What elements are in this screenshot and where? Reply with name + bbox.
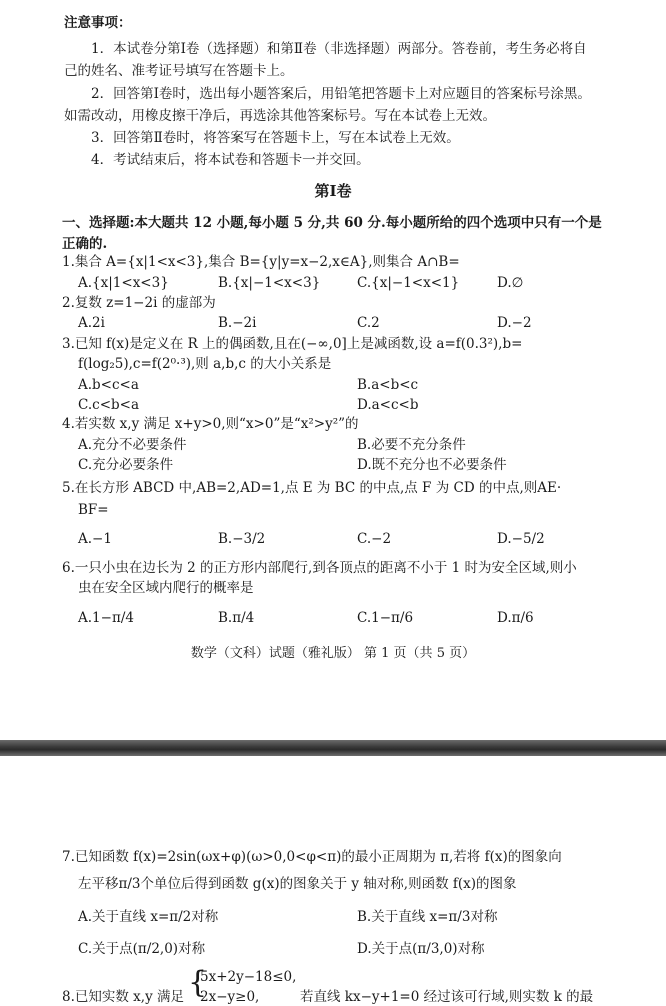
option-d: D.−2 xyxy=(497,315,532,331)
option-d: D.π/6 xyxy=(497,610,534,626)
page-footer: 数学（文科）试题（雅礼版） 第 1 页（共 5 页） xyxy=(190,646,476,661)
option-a: A.关于直线 x=π/2对称 xyxy=(78,909,219,925)
option-b: B.−2i xyxy=(218,315,257,331)
option-b: B.必要不充分条件 xyxy=(357,437,466,453)
brace-symbol: { xyxy=(188,965,208,1000)
question-stem: 6.一只小虫在边长为 2 的正方形内部爬行,到各顶点的距离不小于 1 时为安全区域,则小 xyxy=(62,560,577,576)
option-c: C.1−π/6 xyxy=(357,610,414,626)
option-d: D.既不充分也不必要条件 xyxy=(357,457,507,473)
constraint: 5x+2y−18≤0, xyxy=(200,969,297,985)
notice-line: 如需改动，用橡皮擦干净后，再选涂其他答案标号。写在本试卷上无效。 xyxy=(64,108,496,124)
question-stem: 8.已知实数 x,y 满足 xyxy=(62,989,184,1005)
option-d: D.−5/2 xyxy=(497,531,545,547)
option-d: D.∅ xyxy=(497,275,524,291)
option-b: B.−3/2 xyxy=(218,531,266,547)
option-c: C.{x|−1<x<1} xyxy=(357,275,460,291)
question-stem: 左平移π/3个单位后得到函数 g(x)的图象关于 y 轴对称,则函数 f(x)的图象 xyxy=(78,876,517,892)
option-c: C.c<b<a xyxy=(78,397,140,413)
option-c: C.关于点(π/2,0)对称 xyxy=(78,941,206,957)
option-a: A.b<c<a xyxy=(78,377,139,393)
question-stem: 7.已知函数 f(x)=2sin(ωx+φ)(ω>0,0<φ<π)的最小正周期为 π,若将 f(x)的图象向 xyxy=(62,849,562,865)
notice-line: 2．回答第Ⅰ卷时，选出每小题答案后，用铅笔把答题卡上对应题目的答案标号涂黑。 xyxy=(91,86,591,102)
notice-line: 3．回答第Ⅱ卷时，将答案写在答题卡上，写在本试卷上无效。 xyxy=(91,130,460,146)
page-separator xyxy=(0,740,666,756)
option-b: B.π/4 xyxy=(218,610,255,626)
question-stem: BF= xyxy=(78,502,109,518)
constraint: 2x−y≥0, xyxy=(200,989,260,1005)
question-stem: 若直线 kx−y+1=0 经过该可行域,则实数 k 的最 xyxy=(300,989,594,1005)
question-stem: 2.复数 z=1−2i 的虚部为 xyxy=(62,295,216,311)
option-a: A.{x|1<x<3} xyxy=(78,275,169,291)
part-intro: 一、选择题:本大题共 12 小题,每小题 5 分,共 60 分.每小题所给的四个选项中只有一个是 xyxy=(62,215,602,231)
notice-title: 注意事项： xyxy=(64,15,132,31)
option-a: A.1−π/4 xyxy=(78,610,134,626)
option-a: A.−1 xyxy=(78,531,112,547)
notice-line: 1．本试卷分第Ⅰ卷（选择题）和第Ⅱ卷（非选择题）两部分。答卷前，考生务必将自 xyxy=(91,41,587,57)
notice-line: 己的姓名、准考证号填写在答题卡上。 xyxy=(64,63,294,79)
option-a: A.充分不必要条件 xyxy=(78,437,187,453)
section-title: 第Ⅰ卷 xyxy=(314,182,352,200)
question-stem: 虫在安全区域内爬行的概率是 xyxy=(78,580,254,596)
question-stem: 1.集合 A={x|1<x<3},集合 B={y|y=x−2,x∈A},则集合 A∩B= xyxy=(62,254,460,270)
question-stem: 3.已知 f(x)是定义在 R 上的偶函数,且在(−∞,0]上是减函数,设 a=f(0.3²),b= xyxy=(62,336,523,352)
question-stem: f(log₂5),c=f(2⁰·³),则 a,b,c 的大小关系是 xyxy=(78,356,332,372)
option-b: B.关于直线 x=π/3对称 xyxy=(357,909,498,925)
notice-line: 4．考试结束后，将本试卷和答题卡一并交回。 xyxy=(91,152,370,168)
question-stem: 5.在长方形 ABCD 中,AB=2,AD=1,点 E 为 BC 的中点,点 F 为 CD 的中点,则AE· xyxy=(62,480,562,496)
option-c: C.−2 xyxy=(357,531,392,547)
exam-page-2 xyxy=(0,756,666,1004)
option-b: B.{x|−1<x<3} xyxy=(218,275,321,291)
option-a: A.2i xyxy=(78,315,105,331)
question-stem: 4.若实数 x,y 满足 x+y>0,则“x>0”是“x²>y²”的 xyxy=(62,416,359,432)
option-d: D.关于点(π/3,0)对称 xyxy=(357,941,485,957)
part-intro: 正确的. xyxy=(62,236,108,252)
option-c: C.充分必要条件 xyxy=(78,457,174,473)
option-c: C.2 xyxy=(357,315,380,331)
option-b: B.a<b<c xyxy=(357,377,419,393)
option-d: D.a<c<b xyxy=(357,397,419,413)
